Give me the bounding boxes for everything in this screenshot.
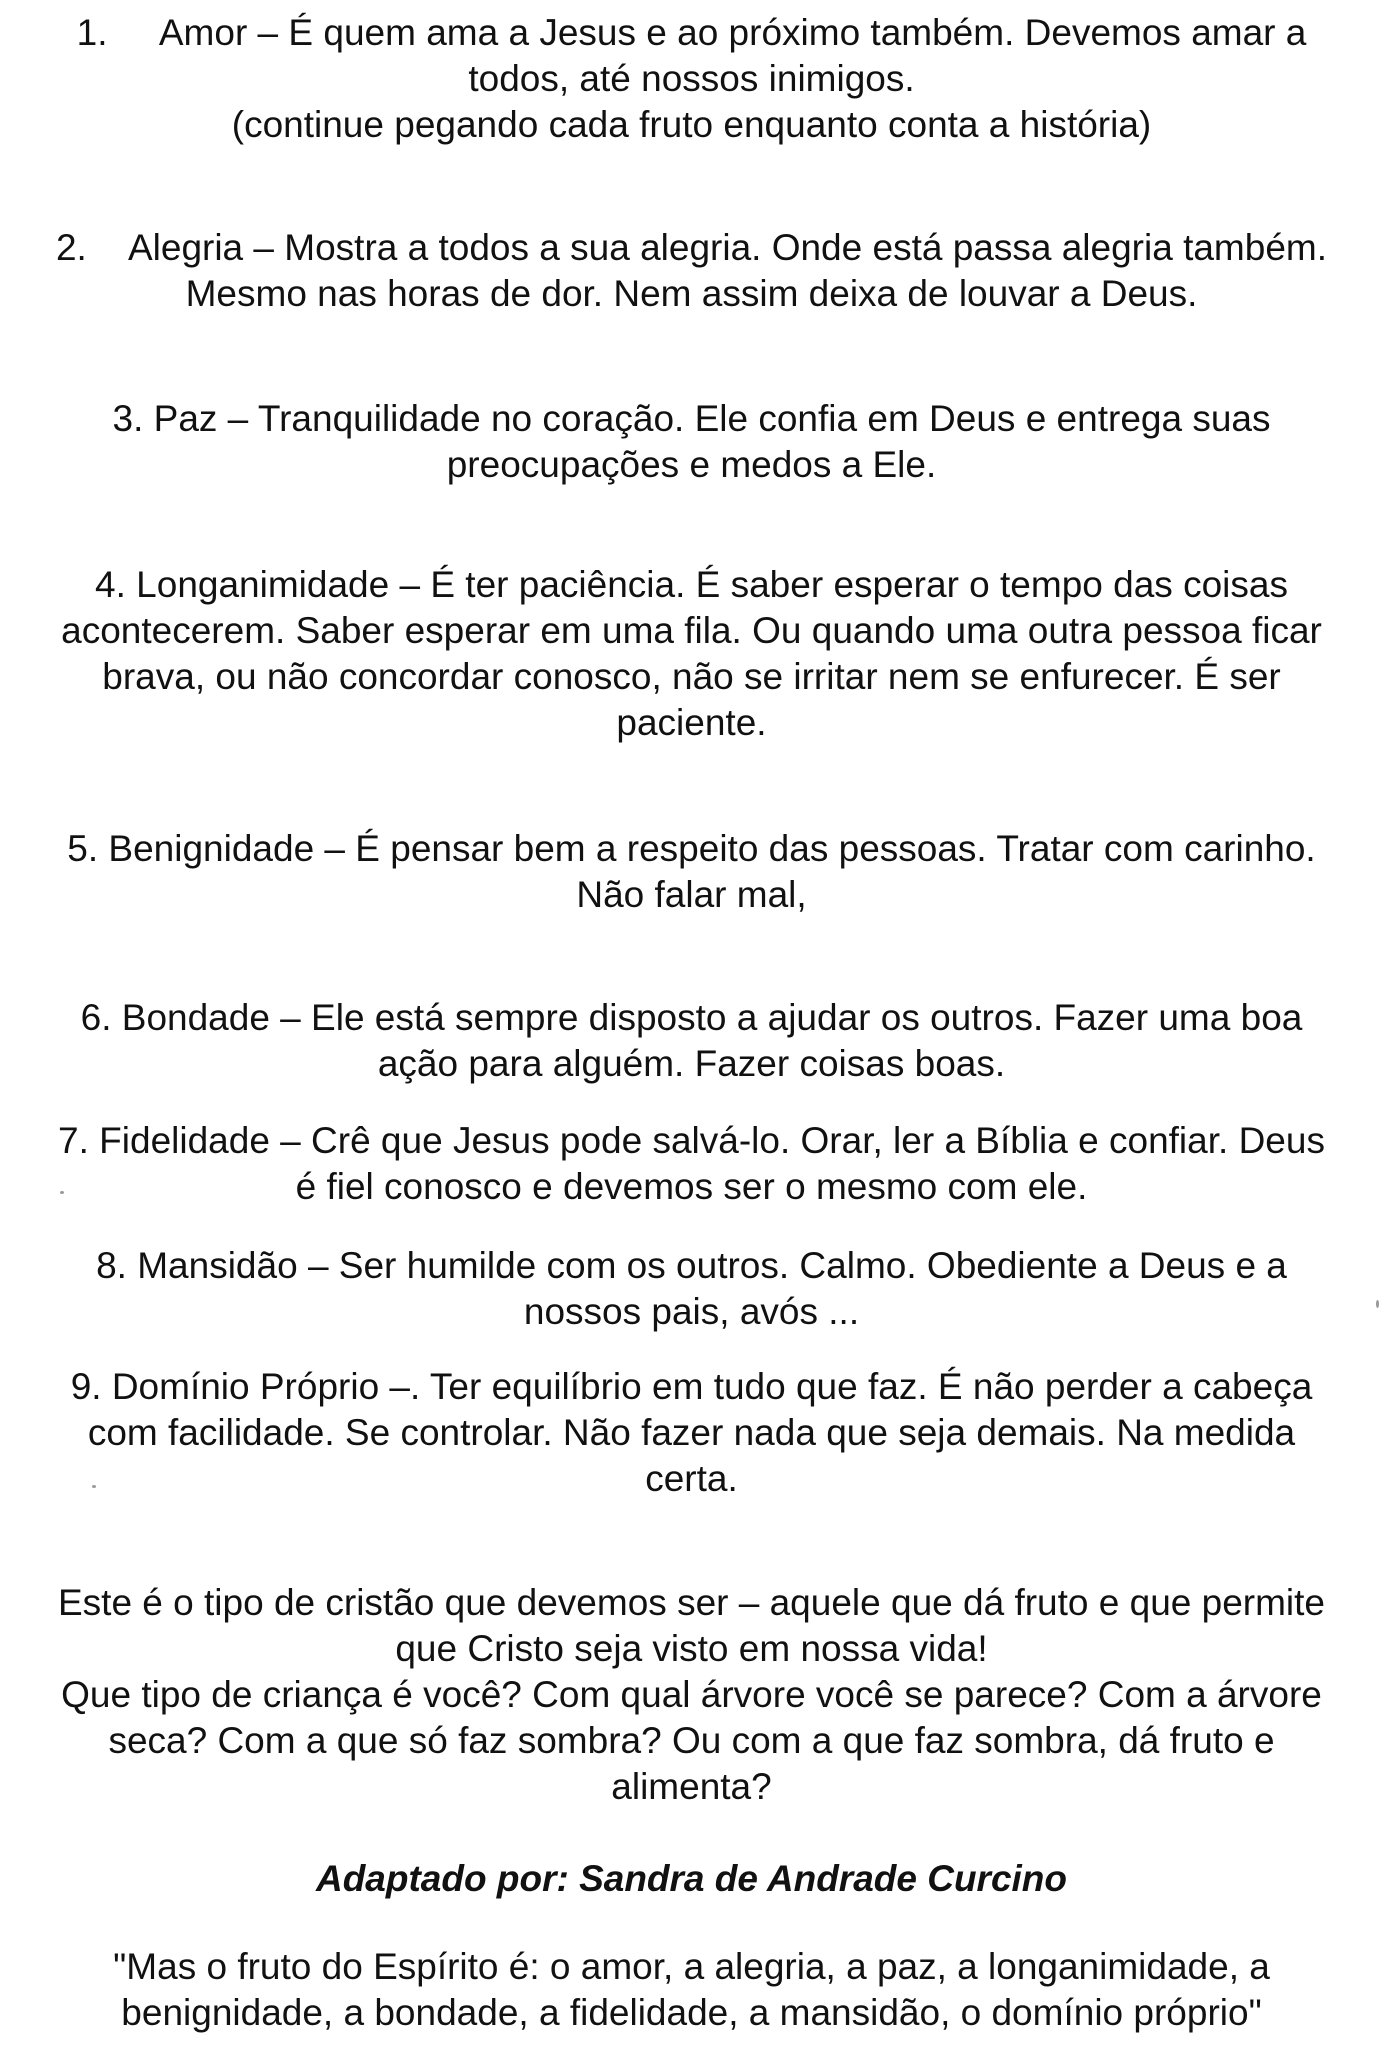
text-line: acontecerem. Saber esperar em uma fila. Ou quando uma outra pessoa ficar: [61, 610, 1322, 651]
conclusion-paragraph: [0, 1580, 1383, 1810]
text-line: é fiel conosco e devemos ser o mesmo com ele.: [295, 1166, 1088, 1207]
fruit-item-benignidade: [0, 826, 1383, 918]
scripture-quote: [0, 1944, 1383, 2036]
fruit-item-longanimidade: [0, 562, 1383, 746]
text-line: nossos pais, avós ...: [523, 1291, 860, 1332]
text-line: todos, até nossos inimigos.: [468, 58, 915, 99]
fruit-item-bondade: [0, 995, 1383, 1087]
fruit-item-paz: [0, 396, 1383, 488]
text-line: (continue pegando cada fruto enquanto conta a história): [231, 104, 1152, 145]
text-line: "Mas o fruto do Espírito é: o amor, a alegria, a paz, a longanimidade, a: [113, 1946, 1270, 1987]
scan-speck: [92, 1485, 96, 1488]
fruit-item-alegria: [0, 225, 1383, 317]
text-line: certa.: [645, 1458, 738, 1499]
text-line: 1. Amor – É quem ama a Jesus e ao próximo também. Devemos amar a: [76, 12, 1307, 53]
text-line: benignidade, a bondade, a fidelidade, a mansidão, o domínio próprio": [121, 1992, 1262, 2033]
text-line: seca? Com a que só faz sombra? Ou com a que faz sombra, dá fruto e: [108, 1720, 1275, 1761]
text-line: 8. Mansidão – Ser humilde com os outros. Calmo. Obediente a Deus e a: [96, 1245, 1287, 1286]
fruit-item-amor: [0, 10, 1383, 148]
text-line: 3. Paz – Tranquilidade no coração. Ele confia em Deus e entrega suas: [112, 398, 1271, 439]
text-line: 4. Longanimidade – É ter paciência. É saber esperar o tempo das coisas: [95, 564, 1288, 605]
scan-speck: [1376, 1300, 1379, 1308]
text-line: 6. Bondade – Ele está sempre disposto a ajudar os outros. Fazer uma boa: [80, 997, 1303, 1038]
text-line: Este é o tipo de cristão que devemos ser – aquele que dá fruto e que permite: [57, 1582, 1325, 1623]
text-line: paciente.: [616, 702, 767, 743]
text-line: Que tipo de criança é você? Com qual árvore você se parece? Com a árvore: [61, 1674, 1322, 1715]
text-line: ação para alguém. Fazer coisas boas.: [377, 1043, 1006, 1084]
text-line: 5. Benignidade – É pensar bem a respeito das pessoas. Tratar com carinho.: [67, 828, 1316, 869]
text-line: que Cristo seja visto em nossa vida!: [395, 1628, 988, 1669]
text-line: com facilidade. Se controlar. Não fazer nada que seja demais. Na medida: [87, 1412, 1296, 1453]
text-line: 7. Fidelidade – Crê que Jesus pode salvá-lo. Orar, ler a Bíblia e confiar. Deus: [58, 1120, 1325, 1161]
author-credit: Adaptado por: Sandra de Andrade Curcino: [315, 1858, 1068, 1899]
fruit-item-dominio-proprio: [0, 1364, 1383, 1502]
fruit-item-mansidao: [0, 1243, 1383, 1335]
fruit-item-fidelidade: [0, 1118, 1383, 1210]
scan-speck: [60, 1191, 64, 1194]
text-line: 2. Alegria – Mostra a todos a sua alegria. Onde está passa alegria também.: [55, 227, 1328, 268]
text-line: Mesmo nas horas de dor. Nem assim deixa de louvar a Deus.: [185, 273, 1198, 314]
text-line: Não falar mal,: [576, 874, 807, 915]
text-line: alimenta?: [611, 1766, 772, 1807]
text-line: brava, ou não concordar conosco, não se irritar nem se enfurecer. É ser: [102, 656, 1281, 697]
text-line: 9. Domínio Próprio –. Ter equilíbrio em tudo que faz. É não perder a cabeça: [70, 1366, 1313, 1407]
text-line: preocupações e medos a Ele.: [446, 444, 937, 485]
